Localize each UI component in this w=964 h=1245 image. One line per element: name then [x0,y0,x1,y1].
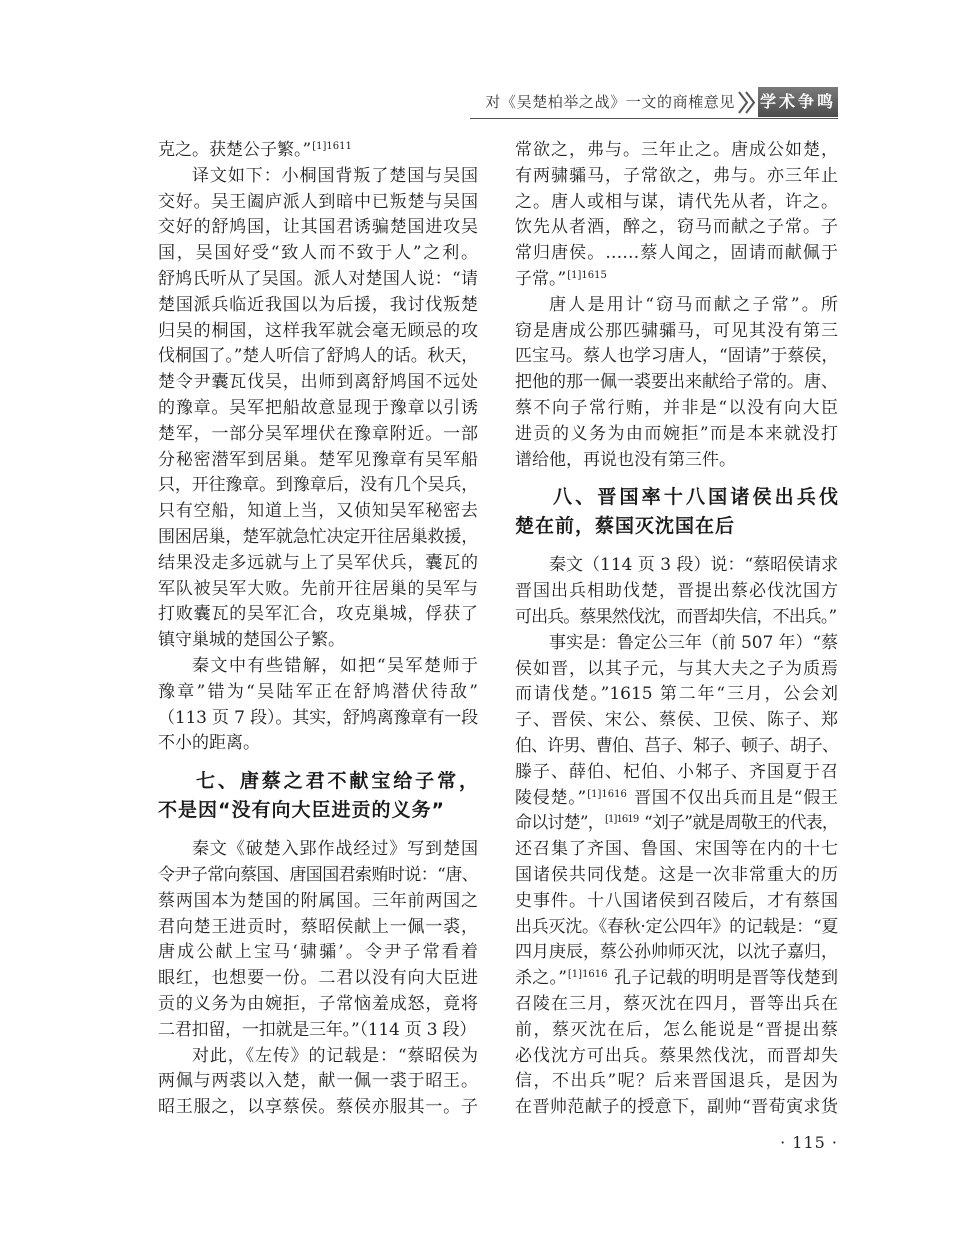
text-line: 窃是唐成公那匹骕骦马，可见其没有第三 [515,320,838,341]
text-line: 秦文（114 页 3 段）说：“蔡昭侯请求 [549,555,839,576]
text-line: 还召集了齐国、鲁国、宋国等在内的十七 [515,839,838,860]
text-line: 匹宝马。蔡人也学习唐人，“固请”于蔡侯， [515,346,839,367]
page-number: · 115 · [780,1133,838,1152]
left-column [158,138,478,1121]
text-line: 交好。吴王阖庐派人到暗中已叛楚与吴国 [158,191,478,212]
text-line: 只，开往豫章。到豫章后，没有几个吴兵， [158,475,478,496]
text-line: 国诸侯共同伐楚。这是一次非常重大的历 [515,864,838,885]
text-line: 令尹子常向蔡国、唐国国君索贿时说：“唐、 [158,864,478,885]
text-line: 晋国出兵相助伐楚，晋提出蔡必伐沈国方 [515,581,838,602]
text-line: 之。唐人或相与谋，请代先从者，许之。 [515,191,838,212]
paragraph [158,138,478,164]
text-line: （113 页 7 段）。其实，舒鸠离豫章有一段 [158,707,478,728]
text-line: 豫章”错为“吴陆军正在舒鸠潜伏待敌” [158,681,478,702]
text-line [158,138,478,164]
header-rule [470,118,838,119]
text-line: 围困居巢，楚军就急忙决定开往居巢救援， [158,526,478,547]
line-text: “刘子”就是周敬王的代表， [639,813,838,834]
text-line: 唐成公献上宝马‘骕骦’。令尹子常看着 [158,942,478,963]
paragraph [158,654,478,757]
text-line: 楚国派兵临近我国以为后援，我讨伐叛楚 [158,294,478,315]
text-line: 侯如晋，以其子元，与其大夫之子为质焉 [515,658,838,679]
text-line: 有两骕骦马，子常欲之，弗与。亦三年止 [515,165,838,186]
paragraph [515,553,838,630]
heading-line: 不是因“没有向大臣进贡的义务” [158,799,445,822]
heading-line: 七、唐蔡之君不献宝给子常， [196,770,478,793]
line-text: 孔子记载的明明是晋等伐楚到 [608,968,838,989]
line-text: 陵侵楚。” [515,787,587,808]
text-line: 把他的那一佩一裘要出来献给子常的。唐、 [515,372,838,393]
text-line: 分秘密潜军到居巢。楚军见豫章有吴军船 [158,449,478,470]
text-line: 军队被吴军大败。先前开往居巢的吴军与 [158,578,478,599]
text-line [515,267,838,293]
text-line: 谱给他，再说也没有第三件。 [515,449,736,470]
paragraph [158,164,478,654]
text-line: 蔡两国本为楚国的附属国。三年前两国之 [158,890,478,911]
citation: [1]1616 [567,969,608,981]
paragraph [515,631,838,1121]
text-line: 常归唐侯。……蔡人闻之，固请而献佩于 [515,243,838,264]
text-line [515,786,838,812]
citation: [1]1616 [587,788,627,800]
text-line: 两佩与两裘以入楚，献一佩一裘于昭王。 [158,1071,478,1092]
right-column [515,138,838,1121]
text-line: 结果没走多远就与上了吴军伏兵，囊瓦的 [158,552,478,573]
section-tag: 学术争鸣 [758,87,838,117]
text-line: 伯、许男、曹伯、莒子、邾子、顿子、胡子、 [515,735,838,756]
text-line: 前，蔡灭沈在后，怎么能说是“晋提出蔡 [515,1019,838,1040]
text-line: 秦文《破楚入郢作战经过》写到楚国 [192,839,478,860]
text-line: 四月庚辰，蔡公孙帅师灭沈，以沈子嘉归， [515,942,838,963]
text-line: 只有空船，知道上当，又侦知吴军秘密去 [158,501,478,522]
text-line: 镇守巢城的楚国公子繁。 [158,630,345,651]
text-line: 信，不出兵”呢？后来晋国退兵，是因为 [515,1071,838,1092]
paragraph [158,1044,478,1121]
text-line: 常欲之，弗与。三年止之。唐成公如楚， [515,140,838,160]
section-heading [515,483,838,541]
text-line: 交好的舒鸠国，让其国君诱骗楚国进攻吴 [158,217,478,238]
text-line: 的豫章。吴军把船故意显现于豫章以引诱 [158,397,478,418]
text-line: 子、晋侯、宋公、蔡侯、卫侯、陈子、郑 [515,710,838,731]
line-text: 晋国不仅出兵而且是“假王 [627,787,838,808]
line-text: 杀之。” [515,968,567,989]
text-line: 昭王服之，以享蔡侯。蔡侯亦服其一。子 [158,1097,478,1118]
paragraph [515,138,838,293]
text-line: 进贡的义务为由而婉拒”而是本来就没打 [515,423,838,444]
text-line: 对此，《左传》的记载是：“蔡昭侯为 [192,1045,478,1066]
text-line: 饮先从者酒，醉之，窃马而献之子常。子 [515,217,838,238]
running-title: 对《吴楚柏举之战》一文的商榷意见 [485,93,735,111]
text-line: 秦文中有些错解，如把“吴军楚师于 [192,655,478,676]
text-line: 君向楚王进贡时，蔡昭侯献上一佩一裘， [158,916,478,937]
text-line: 归吴的桐国，这样我军就会毫无顾忌的攻 [158,320,478,341]
paragraph [515,293,838,474]
heading-line: 八、晋国率十八国诸侯出兵伐 [553,486,838,509]
text-line [515,811,838,837]
text-line: 楚军，一部分吴军埋伏在豫章附近。一部 [158,423,478,444]
text-line: 滕子、薛伯、杞伯、小邾子、齐国夏于召 [515,761,838,782]
line-text: 克之。获楚公子繁。” [158,140,312,160]
section-heading [158,767,478,825]
citation: [1]1611 [312,141,352,152]
text-line: 召陵在三月，蔡灭沈在四月，晋等出兵在 [515,993,838,1014]
text-line [515,966,838,992]
text-line: 不小的距离。 [158,733,260,754]
text-line: 伐桐国了。”楚人听信了舒鸠人的话。秋天， [158,346,478,367]
text-line: 可出兵。蔡果然伐沈，而晋却失信，不出兵。” [515,606,837,627]
line-text: 命以讨楚”， [515,813,604,834]
citation: [1]1619 [604,814,639,826]
text-line: 贡的义务为由婉拒，子常恼羞成怒，竟将 [158,993,478,1014]
text-line: 事实是：鲁定公三年（前 507 年）“蔡 [549,632,838,653]
text-line: 舒鸠氏听从了吴国。派人对楚国人说：“请 [158,268,478,289]
citation: [1]1615 [567,269,607,281]
text-line: 眼红，也想要一份。二君以没有向大臣进 [158,968,478,989]
text-line: 唐人是用计“窃马而献之子常”。所 [549,294,838,315]
double-chevron-icon [737,90,757,115]
text-line: 而请伐楚。”1615 第二年“三月，公会刘 [515,684,838,705]
text-line: 在晋帅范献子的授意下，副帅“晋荀寅求货 [515,1097,838,1118]
text-line: 打败囊瓦的吴军汇合，攻克巢城，俘获了 [158,604,478,625]
text-line: 二君扣留，一扣就是三年。”（114 页 3 段） [158,1019,477,1040]
heading-line: 楚在前，蔡国灭沈国在后 [515,515,736,538]
paragraph [158,837,478,1043]
text-line: 译文如下：小桐国背叛了楚国与吴国 [192,165,478,186]
text-line: 史事件。十八国诸侯到召陵后，才有蔡国 [515,890,838,911]
line-text: 子常。” [515,268,567,289]
text-line: 出兵灭沈。《春秋·定公四年》的记载是：“夏 [515,916,838,937]
text-line: 蔡不向子常行贿，并非是“以没有向大臣 [515,397,838,418]
text-line: 必伐沈方可出兵。蔡果然伐沈，而晋却失 [515,1045,838,1066]
text-line: 楚令尹囊瓦伐吴，出师到离舒鸠国不远处 [158,372,478,393]
text-line: 国，吴国好受“致人而不致于人”之利。 [158,243,478,264]
